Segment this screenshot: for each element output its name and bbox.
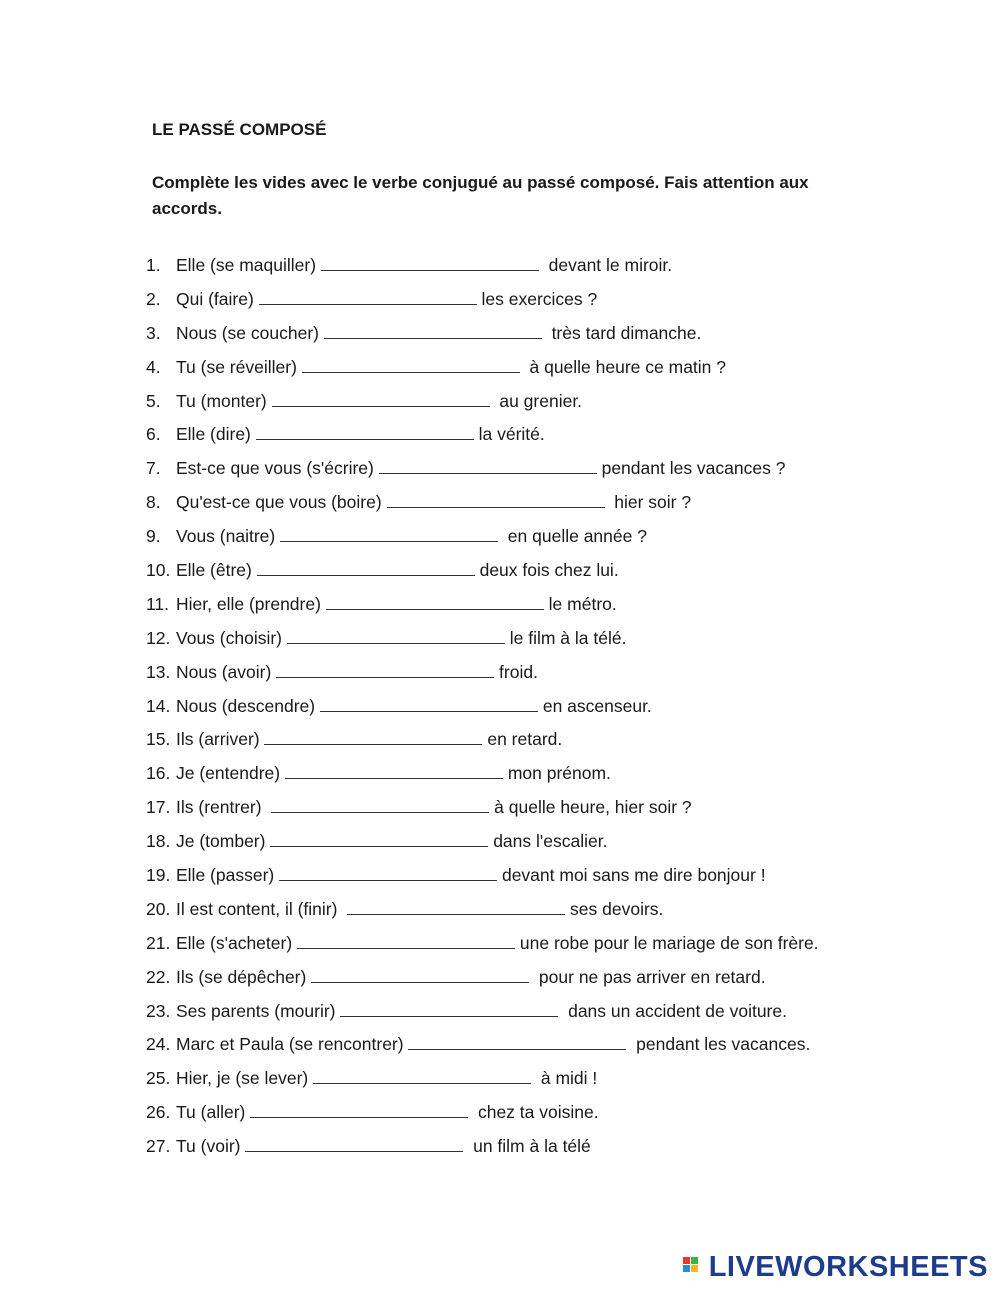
item-number: 6. (146, 424, 161, 445)
item-number: 26. (146, 1102, 171, 1123)
item-continuation: à quelle heure, hier soir ? (489, 797, 692, 818)
item-continuation: la vérité. (473, 424, 545, 445)
answer-blank[interactable] (379, 459, 597, 474)
exercise-item (146, 628, 946, 662)
answer-blank[interactable] (297, 934, 515, 949)
item-number: 10. (146, 560, 171, 581)
exercise-item (146, 1034, 946, 1068)
item-prompt: Il est content, il (finir) (176, 898, 348, 919)
item-number: 7. (146, 458, 161, 479)
exercise-item (146, 967, 946, 1001)
item-continuation: pendant les vacances ? (596, 458, 786, 479)
item-continuation: devant moi sans me dire bonjour ! (497, 865, 766, 886)
item-number: 2. (146, 288, 161, 309)
item-continuation: dans un accident de voiture. (558, 1000, 787, 1021)
exercise-item (146, 357, 946, 391)
item-number: 12. (146, 627, 171, 648)
item-number: 14. (146, 695, 171, 716)
exercise-item (146, 1102, 946, 1136)
answer-blank[interactable] (324, 324, 542, 339)
item-continuation: en retard. (482, 729, 563, 750)
item-continuation: au grenier. (489, 390, 583, 411)
exercise-item (146, 899, 946, 933)
item-number: 4. (146, 356, 161, 377)
item-number: 1. (146, 255, 161, 275)
item-prompt: Marc et Paula (se rencontrer) (176, 1034, 409, 1055)
item-prompt: Nous (se coucher) (176, 322, 324, 343)
item-prompt: Nous (descendre) (176, 695, 320, 716)
item-number: 13. (146, 661, 171, 682)
answer-blank[interactable] (340, 1002, 558, 1017)
worksheet-title: LE PASSÉ COMPOSÉ (152, 120, 327, 139)
item-continuation: hier soir ? (604, 492, 692, 513)
answer-blank[interactable] (259, 290, 477, 305)
exercise-item (146, 865, 946, 899)
item-continuation: pour ne pas arriver en retard. (529, 966, 766, 987)
item-continuation: deux fois chez lui. (474, 560, 619, 581)
item-number: 17. (146, 797, 171, 818)
item-prompt: Ils (arriver) (176, 729, 265, 750)
item-prompt: Hier, elle (prendre) (176, 593, 326, 614)
item-continuation: le métro. (543, 593, 617, 614)
item-number: 24. (146, 1034, 171, 1055)
item-prompt: Elle (se maquiller) (176, 255, 321, 275)
answer-blank[interactable] (272, 392, 490, 407)
item-prompt: Je (tomber) (176, 831, 271, 852)
item-number: 19. (146, 865, 171, 886)
item-prompt: Elle (être) (176, 560, 257, 581)
exercise-item (146, 391, 946, 425)
exercise-item (146, 1001, 946, 1035)
item-continuation: les exercices ? (476, 288, 598, 309)
item-number: 3. (146, 322, 161, 343)
exercise-item (146, 424, 946, 458)
answer-blank[interactable] (279, 866, 497, 881)
exercise-item (146, 933, 946, 967)
liveworksheets-logo (683, 1252, 988, 1282)
exercise-item (146, 1136, 946, 1170)
item-continuation: à midi ! (531, 1068, 598, 1089)
exercise-item (146, 492, 946, 526)
exercise-item (146, 763, 946, 797)
answer-blank[interactable] (280, 527, 498, 542)
answer-blank[interactable] (276, 663, 494, 678)
item-number: 8. (146, 492, 161, 513)
answer-blank[interactable] (271, 798, 489, 813)
item-number: 23. (146, 1000, 171, 1021)
item-continuation: à quelle heure ce matin ? (519, 356, 727, 377)
item-prompt: Ils (se dépêcher) (176, 966, 312, 987)
item-continuation: un film à la télé (463, 1136, 591, 1157)
instructions: Complète les vides avec le verbe conjugué au passé composé. Fais attention aux accords. (152, 173, 809, 218)
answer-blank[interactable] (270, 832, 488, 847)
answer-blank[interactable] (287, 629, 505, 644)
item-number: 20. (146, 898, 171, 919)
exercise-item (146, 831, 946, 865)
item-prompt: Je (entendre) (176, 763, 285, 784)
item-number: 18. (146, 831, 171, 852)
item-prompt: Ils (rentrer) (176, 797, 272, 818)
item-continuation: en ascenseur. (537, 695, 652, 716)
item-number: 16. (146, 763, 171, 784)
item-prompt: Ses parents (mourir) (176, 1000, 341, 1021)
item-prompt: Elle (passer) (176, 865, 280, 886)
answer-blank[interactable] (256, 425, 474, 440)
item-number: 15. (146, 729, 171, 750)
answer-blank[interactable] (302, 358, 520, 373)
item-prompt: Tu (aller) (176, 1102, 251, 1123)
item-continuation: ses devoirs. (565, 898, 664, 919)
exercise-item (146, 594, 946, 628)
item-number: 11. (146, 593, 170, 614)
item-number: 21. (146, 932, 171, 953)
exercise-item (146, 797, 946, 831)
answer-blank[interactable] (250, 1103, 468, 1118)
item-prompt: Tu (voir) (176, 1136, 246, 1157)
logo-text: LIVEWORKSHEETS (708, 1250, 988, 1283)
item-number: 27. (146, 1136, 171, 1157)
exercise-item (146, 560, 946, 594)
item-continuation: en quelle année ? (498, 526, 647, 547)
exercise-item (146, 323, 946, 357)
exercise-item (146, 289, 946, 323)
answer-blank[interactable] (387, 493, 605, 508)
exercise-list (146, 255, 946, 1170)
item-continuation: le film à la télé. (504, 627, 627, 648)
item-prompt: Hier, je (se lever) (176, 1068, 314, 1089)
answer-blank[interactable] (311, 968, 529, 983)
item-prompt: Qu'est-ce que vous (boire) (176, 492, 387, 513)
item-prompt: Vous (naitre) (176, 526, 281, 547)
answer-blank[interactable] (320, 697, 538, 712)
exercise-item (146, 696, 946, 730)
item-prompt: Elle (s'acheter) (176, 932, 298, 953)
item-prompt: Tu (se réveiller) (176, 356, 302, 377)
exercise-item (146, 255, 946, 289)
item-number: 9. (146, 526, 161, 547)
item-continuation: devant le miroir. (538, 255, 673, 275)
item-continuation: pendant les vacances. (626, 1034, 811, 1055)
item-continuation: dans l'escalier. (488, 831, 608, 852)
answer-blank[interactable] (347, 900, 565, 915)
item-number: 22. (146, 966, 171, 987)
item-continuation: mon prénom. (502, 763, 611, 784)
item-number: 25. (146, 1068, 171, 1089)
answer-blank[interactable] (245, 1137, 463, 1152)
answer-blank[interactable] (257, 561, 475, 576)
item-number: 5. (146, 390, 161, 411)
item-continuation: froid. (494, 661, 538, 682)
exercise-item (146, 662, 946, 696)
item-prompt: Tu (monter) (176, 390, 272, 411)
item-prompt: Qui (faire) (176, 288, 259, 309)
item-continuation: chez ta voisine. (468, 1102, 599, 1123)
exercise-item (146, 1068, 946, 1102)
item-continuation: une robe pour le mariage de son frère. (515, 932, 819, 953)
answer-blank[interactable] (313, 1069, 531, 1084)
answer-blank[interactable] (408, 1035, 626, 1050)
answer-blank[interactable] (285, 764, 503, 779)
item-prompt: Nous (avoir) (176, 661, 277, 682)
exercise-item (146, 526, 946, 560)
item-prompt: Est-ce que vous (s'écrire) (176, 458, 379, 479)
exercise-item (146, 729, 946, 763)
exercise-item (146, 458, 946, 492)
item-prompt: Vous (choisir) (176, 627, 287, 648)
item-continuation: très tard dimanche. (541, 322, 702, 343)
answer-blank[interactable] (326, 595, 544, 610)
answer-blank[interactable] (264, 730, 482, 745)
answer-blank[interactable] (321, 256, 539, 271)
item-prompt: Elle (dire) (176, 424, 256, 445)
liveworksheets-mark-icon (683, 1255, 707, 1279)
